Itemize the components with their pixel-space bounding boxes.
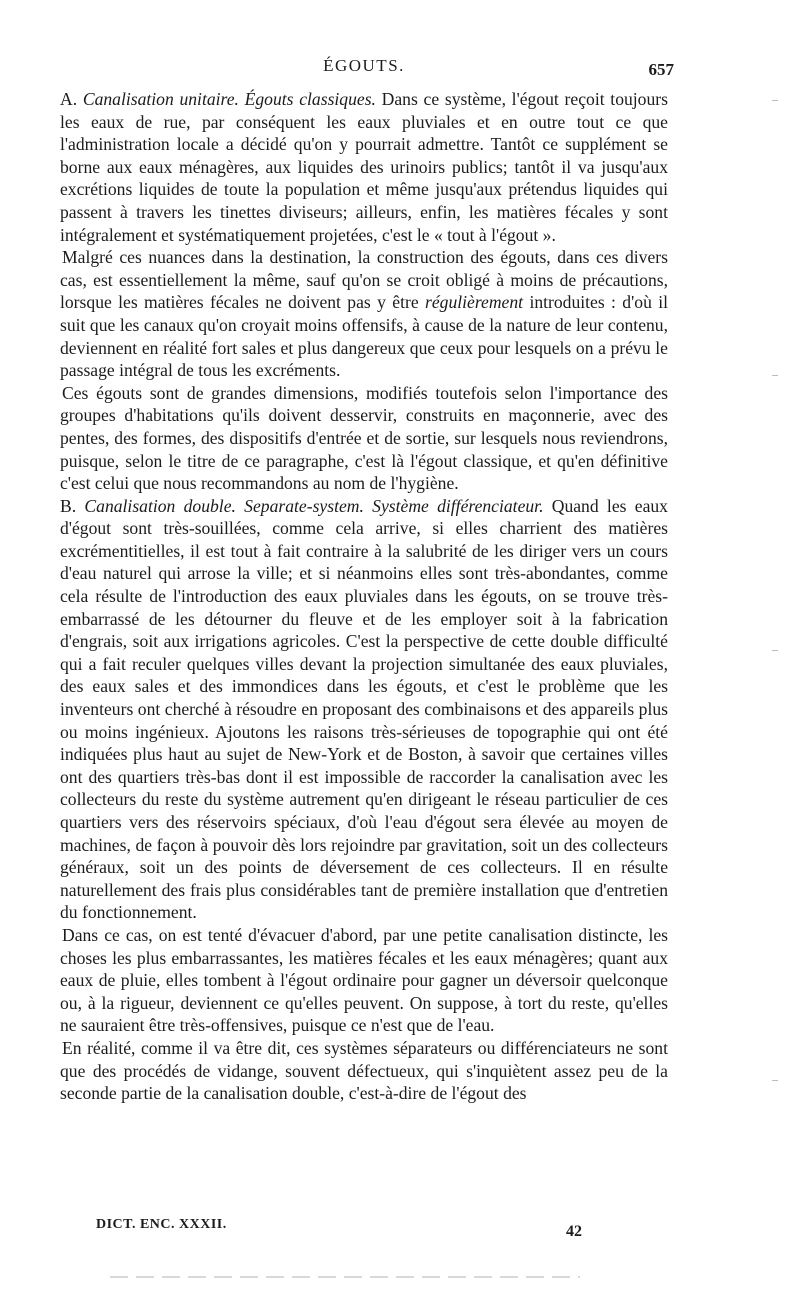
section-label: B. [60, 495, 77, 516]
section-title: Canalisation unitaire. Égouts classiques. [82, 89, 376, 109]
paragraph-text: En réalité, comme il va être dit, ces systèmes séparateurs ou différenciateurs ne sont que des procédés de vidange, souvent défectueux, qui s'inquiètent assez peu de la seconde partie de la canalisation double, c'est-à-dire de l'égout des [60, 1037, 668, 1104]
paragraph-nuances [60, 246, 668, 382]
paragraph-egouts-classiques [60, 382, 668, 495]
signature-mark: DICT. ENC. XXXII. [96, 1217, 227, 1232]
sheet-number: 42 [566, 1223, 582, 1240]
bleed-through-line [110, 1276, 580, 1278]
margin-tick [772, 100, 778, 101]
section-label: A. [60, 89, 78, 109]
section-title: Canalisation double. Separate-system. Système différenciateur. [84, 495, 544, 516]
running-head: ÉGOUTS. [323, 56, 405, 75]
page-header [60, 56, 674, 88]
paragraph-canalisation-double [60, 495, 668, 924]
margin-tick [772, 1080, 778, 1081]
paragraph-dans-ce-cas [60, 924, 668, 1037]
page-number: 657 [648, 60, 674, 79]
page-footer [96, 1217, 656, 1247]
paragraph-text: Ces égouts sont de grandes dimensions, modifiés toutefois selon l'importance des groupes d'habitations qu'ils doivent desservir, construits en maçonnerie, avec des pentes, des formes, des dispositifs d'entrée et de sortie, sur lesquels nous reviendrons, puisque, selon le titre de ce paragraphe, c'est là l'égout classique, et qu'en définitive c'est celui que nous recommandons au nom de l'hygiène. [60, 382, 668, 494]
emphasized-word: régulièrement [425, 292, 524, 313]
paragraph-canalisation-unitaire [60, 88, 668, 246]
paragraph-text: Quand les eaux d'égout sont très-souillées, comme cela arrive, si elles charrient des matières excrémentitielles, il est tout à fait contraire à la salubrité de les diriger vers un cours d'eau naturel qui arrose la ville; et si néanmoins elles sont très-abondantes, comme cela résulte de l'introduction des eaux pluviales dans les égouts, on se trouve très-embarrassé de les détourner du fleuve et de les employer soit à la fabrication d'engrais, soit aux irrigations agricoles. C'est la perspective de cette double difficulté qui a fait reculer quelques villes devant la projection simultanée des eaux pluviales, des eaux sales et des immondices dans les égouts, et c'est le problème que les inventeurs ont cherché à résoudre en proposant des combinaisons et des appareils plus ou moins ingénieux. Ajoutons les raisons très-sérieuses de topographie qui ont été indiquées plus haut au sujet de New-York et de Boston, à savoir que certaines villes ont des quartiers très-bas dont il est impossible de raccorder la canalisation avec les collecteurs du reste du système autrement qu'en dirigeant le réseau particulier de ces quartiers vers des réservoirs spéciaux, d'où l'eau d'égout sera élevée au moyen de machines, de façon à pouvoir dès lors rejoindre par gravitation, soit un des collecteurs généraux, soit un des points de déversement de ces collecteurs. Il en résulte naturellement des frais plus considérables tant de première installation que d'entretien du fonctionnement. [60, 495, 668, 923]
paragraph-text: Malgré ces nuances dans la destination, la construction des égouts, dans ces divers cas, est essentiellement la même, sauf qu'on se croit obligé à moins de précautions, lorsque les matières fécales ne doivent pas y être [60, 247, 668, 313]
margin-tick [772, 375, 778, 376]
margin-tick [772, 650, 778, 651]
paragraph-text: Dans ce système, l'égout reçoit toujours les eaux de rue, par conséquent les eaux pluviales et en outre tout ce que l'administration locale a décidé qu'on y pourrait admettre. Tantôt ce supplément se borne aux eaux ménagères, aux liquides des urinoirs publics; tantôt il va jusqu'aux excrétions liquides de toute la population et même jusqu'aux prétendus liquides qui passent à travers les tinettes diviseurs; ailleurs, enfin, les matières fécales y sont intégralement et systématiquement projetées, c'est le « tout à l'égout ». [60, 89, 668, 245]
paragraph-text: Dans ce cas, on est tenté d'évacuer d'abord, par une petite canalisation distincte, les choses les plus embarrassantes, les matières fécales et les eaux ménagères; quant aux eaux de pluie, elles tombent à l'égout ordinaire pour gagner un déversoir quelconque ou, à la rigueur, deviennent ce qu'elles peuvent. On suppose, à tort du reste, qu'elles ne sauraient être très-offensives, puisque ce n'est que de l'eau. [60, 924, 668, 1036]
paragraph-en-realite [60, 1037, 668, 1105]
paragraph-text: introduites : d'où il suit que les canaux qu'on croyait moins offensifs, à cause de la nature de leur contenu, deviennent en réalité fort sales et plus dangereux que ceux pour lesquels on a prévu le passage intégral de tous les excréments. [60, 292, 668, 381]
page-body [60, 56, 674, 1105]
